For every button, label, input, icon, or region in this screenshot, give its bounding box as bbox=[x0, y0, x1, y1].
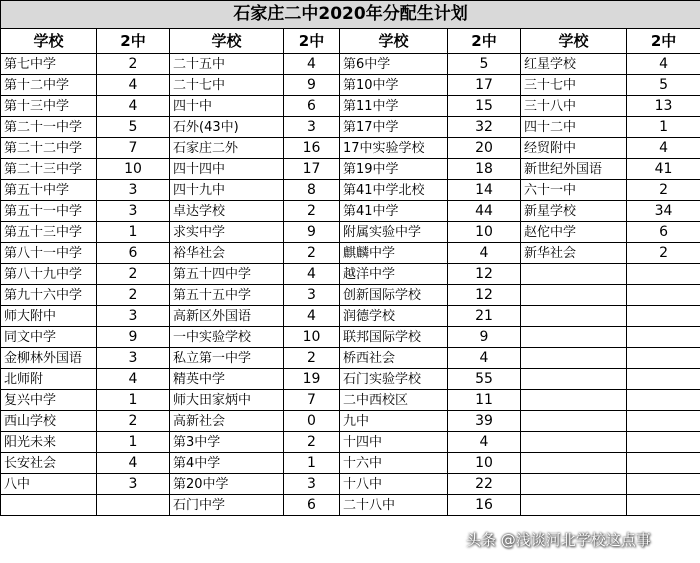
quota-cell: 34 bbox=[627, 201, 700, 222]
school-cell: 第二十二中学 bbox=[1, 138, 97, 159]
school-cell: 联邦国际学校 bbox=[340, 327, 448, 348]
quota-cell: 2 bbox=[627, 243, 700, 264]
school-cell: 第十三中学 bbox=[1, 96, 97, 117]
school-cell: 四十中 bbox=[170, 96, 284, 117]
table-row bbox=[1, 180, 700, 201]
quota-cell: 1 bbox=[97, 222, 170, 243]
quota-cell: 8 bbox=[284, 180, 340, 201]
school-cell: 石门中学 bbox=[170, 495, 284, 516]
quota-cell: 10 bbox=[97, 159, 170, 180]
quota-cell: 2 bbox=[97, 285, 170, 306]
school-cell: 石外(43中) bbox=[170, 117, 284, 138]
table-row bbox=[1, 243, 700, 264]
quota-cell: 3 bbox=[97, 201, 170, 222]
quota-cell: 2 bbox=[627, 180, 700, 201]
school-cell: 第11中学 bbox=[340, 96, 448, 117]
quota-cell: 12 bbox=[448, 264, 521, 285]
table-row bbox=[1, 390, 700, 411]
school-cell bbox=[521, 453, 627, 474]
quota-cell: 39 bbox=[448, 411, 521, 432]
quota-cell: 32 bbox=[448, 117, 521, 138]
quota-cell: 19 bbox=[284, 369, 340, 390]
table-row bbox=[1, 474, 700, 495]
quota-cell: 4 bbox=[97, 369, 170, 390]
quota-cell bbox=[627, 390, 700, 411]
quota-cell: 55 bbox=[448, 369, 521, 390]
quota-cell bbox=[627, 348, 700, 369]
school-cell: 石门实验学校 bbox=[340, 369, 448, 390]
school-cell: 八中 bbox=[1, 474, 97, 495]
school-cell bbox=[521, 474, 627, 495]
table-row bbox=[1, 369, 700, 390]
header-school: 学校 bbox=[521, 29, 627, 54]
school-cell: 新华社会 bbox=[521, 243, 627, 264]
header-quota: 2中 bbox=[627, 29, 700, 54]
quota-cell: 4 bbox=[284, 306, 340, 327]
quota-cell: 9 bbox=[97, 327, 170, 348]
quota-cell: 17 bbox=[448, 75, 521, 96]
school-cell bbox=[521, 327, 627, 348]
quota-cell bbox=[627, 264, 700, 285]
quota-cell: 2 bbox=[284, 432, 340, 453]
school-cell: 九中 bbox=[340, 411, 448, 432]
table-row bbox=[1, 54, 700, 75]
school-cell: 第17中学 bbox=[340, 117, 448, 138]
table-row bbox=[1, 159, 700, 180]
quota-cell: 17 bbox=[284, 159, 340, 180]
school-cell: 经贸附中 bbox=[521, 138, 627, 159]
quota-cell bbox=[627, 327, 700, 348]
table-row bbox=[1, 285, 700, 306]
school-cell: 第10中学 bbox=[340, 75, 448, 96]
school-cell: 第二十三中学 bbox=[1, 159, 97, 180]
school-cell: 私立第一中学 bbox=[170, 348, 284, 369]
quota-cell: 18 bbox=[448, 159, 521, 180]
quota-cell: 4 bbox=[97, 453, 170, 474]
school-cell: 红星学校 bbox=[521, 54, 627, 75]
quota-cell: 6 bbox=[284, 96, 340, 117]
quota-cell bbox=[627, 285, 700, 306]
quota-cell: 20 bbox=[448, 138, 521, 159]
quota-cell: 2 bbox=[284, 243, 340, 264]
quota-cell: 3 bbox=[284, 285, 340, 306]
school-cell: 第19中学 bbox=[340, 159, 448, 180]
school-cell: 赵佗中学 bbox=[521, 222, 627, 243]
school-cell: 师大田家炳中 bbox=[170, 390, 284, 411]
school-cell: 十四中 bbox=[340, 432, 448, 453]
school-cell: 师大附中 bbox=[1, 306, 97, 327]
quota-cell: 7 bbox=[97, 138, 170, 159]
quota-cell: 4 bbox=[97, 75, 170, 96]
header-school: 学校 bbox=[340, 29, 448, 54]
school-cell: 阳光未来 bbox=[1, 432, 97, 453]
school-cell bbox=[521, 432, 627, 453]
quota-cell bbox=[627, 369, 700, 390]
quota-cell: 11 bbox=[448, 390, 521, 411]
school-cell: 第二十一中学 bbox=[1, 117, 97, 138]
school-cell: 二十五中 bbox=[170, 54, 284, 75]
quota-cell: 6 bbox=[97, 243, 170, 264]
quota-cell: 4 bbox=[284, 54, 340, 75]
table-row bbox=[1, 138, 700, 159]
school-cell bbox=[521, 285, 627, 306]
quota-cell: 15 bbox=[448, 96, 521, 117]
quota-cell: 1 bbox=[627, 117, 700, 138]
school-cell: 第20中学 bbox=[170, 474, 284, 495]
quota-cell: 9 bbox=[284, 75, 340, 96]
quota-cell: 2 bbox=[284, 201, 340, 222]
school-cell: 第五十三中学 bbox=[1, 222, 97, 243]
school-cell: 第3中学 bbox=[170, 432, 284, 453]
header-quota: 2中 bbox=[284, 29, 340, 54]
table-row bbox=[1, 348, 700, 369]
quota-cell: 5 bbox=[448, 54, 521, 75]
quota-cell: 1 bbox=[97, 432, 170, 453]
quota-cell bbox=[627, 495, 700, 516]
school-cell: 二十八中 bbox=[340, 495, 448, 516]
school-cell: 卓达学校 bbox=[170, 201, 284, 222]
school-cell: 四十九中 bbox=[170, 180, 284, 201]
table-row bbox=[1, 201, 700, 222]
quota-cell: 4 bbox=[627, 54, 700, 75]
quota-cell: 16 bbox=[448, 495, 521, 516]
quota-cell: 6 bbox=[284, 495, 340, 516]
quota-cell: 5 bbox=[97, 117, 170, 138]
quota-cell: 3 bbox=[284, 117, 340, 138]
school-cell: 石家庄二外 bbox=[170, 138, 284, 159]
school-cell: 创新国际学校 bbox=[340, 285, 448, 306]
table-row bbox=[1, 411, 700, 432]
quota-cell: 9 bbox=[448, 327, 521, 348]
school-cell: 第4中学 bbox=[170, 453, 284, 474]
header-school: 学校 bbox=[1, 29, 97, 54]
header-school: 学校 bbox=[170, 29, 284, 54]
quota-cell: 1 bbox=[97, 390, 170, 411]
quota-cell: 22 bbox=[448, 474, 521, 495]
table-row bbox=[1, 222, 700, 243]
quota-cell: 10 bbox=[448, 453, 521, 474]
school-cell: 高新社会 bbox=[170, 411, 284, 432]
school-cell: 第五十四中学 bbox=[170, 264, 284, 285]
quota-cell: 1 bbox=[284, 453, 340, 474]
quota-cell: 9 bbox=[284, 222, 340, 243]
quota-cell: 3 bbox=[97, 306, 170, 327]
table-row bbox=[1, 306, 700, 327]
quota-cell: 14 bbox=[448, 180, 521, 201]
school-cell: 金柳林外国语 bbox=[1, 348, 97, 369]
school-cell: 第五十中学 bbox=[1, 180, 97, 201]
quota-cell: 3 bbox=[97, 180, 170, 201]
quota-cell bbox=[627, 432, 700, 453]
quota-cell: 10 bbox=[284, 327, 340, 348]
school-cell: 三十八中 bbox=[521, 96, 627, 117]
quota-cell bbox=[627, 306, 700, 327]
quota-cell bbox=[627, 453, 700, 474]
table-row bbox=[1, 117, 700, 138]
quota-cell: 2 bbox=[97, 411, 170, 432]
school-cell: 求实中学 bbox=[170, 222, 284, 243]
school-cell: 二十七中 bbox=[170, 75, 284, 96]
school-cell: 一中实验学校 bbox=[170, 327, 284, 348]
school-cell: 第五十一中学 bbox=[1, 201, 97, 222]
quota-cell: 7 bbox=[284, 390, 340, 411]
school-cell: 高新区外国语 bbox=[170, 306, 284, 327]
quota-cell: 41 bbox=[627, 159, 700, 180]
quota-cell bbox=[627, 411, 700, 432]
school-cell: 第41中学 bbox=[340, 201, 448, 222]
school-cell: 第八十一中学 bbox=[1, 243, 97, 264]
quota-cell: 3 bbox=[97, 348, 170, 369]
quota-cell: 6 bbox=[627, 222, 700, 243]
quota-cell bbox=[97, 495, 170, 516]
quota-cell: 4 bbox=[627, 138, 700, 159]
quota-cell: 4 bbox=[97, 96, 170, 117]
quota-cell: 21 bbox=[448, 306, 521, 327]
watermark-text: 头条 @浅谈河北学校这点事 bbox=[466, 531, 651, 549]
table-row bbox=[1, 432, 700, 453]
header-row bbox=[1, 29, 700, 54]
table-row bbox=[1, 75, 700, 96]
school-cell bbox=[521, 264, 627, 285]
table-row bbox=[1, 453, 700, 474]
school-cell: 二中西校区 bbox=[340, 390, 448, 411]
header-quota: 2中 bbox=[97, 29, 170, 54]
school-cell: 同文中学 bbox=[1, 327, 97, 348]
school-cell: 第41中学北校 bbox=[340, 180, 448, 201]
header-quota: 2中 bbox=[448, 29, 521, 54]
school-cell: 四十二中 bbox=[521, 117, 627, 138]
school-cell: 麒麟中学 bbox=[340, 243, 448, 264]
quota-cell: 4 bbox=[448, 243, 521, 264]
school-cell: 附属实验中学 bbox=[340, 222, 448, 243]
school-cell bbox=[521, 348, 627, 369]
table-row bbox=[1, 264, 700, 285]
school-cell: 精英中学 bbox=[170, 369, 284, 390]
school-cell bbox=[1, 495, 97, 516]
school-cell: 第九十六中学 bbox=[1, 285, 97, 306]
school-cell: 三十七中 bbox=[521, 75, 627, 96]
school-cell: 十六中 bbox=[340, 453, 448, 474]
quota-cell: 3 bbox=[97, 474, 170, 495]
quota-cell: 4 bbox=[448, 348, 521, 369]
school-cell: 第七中学 bbox=[1, 54, 97, 75]
school-cell: 第五十五中学 bbox=[170, 285, 284, 306]
school-cell: 润德学校 bbox=[340, 306, 448, 327]
quota-cell: 16 bbox=[284, 138, 340, 159]
quota-cell: 0 bbox=[284, 411, 340, 432]
quota-cell: 3 bbox=[284, 474, 340, 495]
school-cell: 桥西社会 bbox=[340, 348, 448, 369]
school-cell: 越洋中学 bbox=[340, 264, 448, 285]
school-cell: 第6中学 bbox=[340, 54, 448, 75]
quota-cell: 5 bbox=[627, 75, 700, 96]
school-cell: 十八中 bbox=[340, 474, 448, 495]
quota-cell: 12 bbox=[448, 285, 521, 306]
school-cell: 裕华社会 bbox=[170, 243, 284, 264]
table-title: 石家庄二中2020年分配生计划 bbox=[1, 1, 700, 29]
quota-cell: 2 bbox=[97, 54, 170, 75]
school-cell: 第十二中学 bbox=[1, 75, 97, 96]
school-cell bbox=[521, 390, 627, 411]
table-row bbox=[1, 327, 700, 348]
school-cell: 新世纪外国语 bbox=[521, 159, 627, 180]
school-cell: 北师附 bbox=[1, 369, 97, 390]
school-cell: 复兴中学 bbox=[1, 390, 97, 411]
school-cell: 17中实验学校 bbox=[340, 138, 448, 159]
quota-cell: 4 bbox=[284, 264, 340, 285]
quota-cell: 10 bbox=[448, 222, 521, 243]
school-cell bbox=[521, 306, 627, 327]
quota-cell: 4 bbox=[448, 432, 521, 453]
school-cell: 六十一中 bbox=[521, 180, 627, 201]
quota-cell: 13 bbox=[627, 96, 700, 117]
school-cell: 新星学校 bbox=[521, 201, 627, 222]
table-row bbox=[1, 495, 700, 516]
school-cell bbox=[521, 369, 627, 390]
school-cell: 四十四中 bbox=[170, 159, 284, 180]
quota-cell: 2 bbox=[97, 264, 170, 285]
school-cell: 长安社会 bbox=[1, 453, 97, 474]
school-cell: 西山学校 bbox=[1, 411, 97, 432]
table-row bbox=[1, 96, 700, 117]
school-cell: 第八十九中学 bbox=[1, 264, 97, 285]
school-cell bbox=[521, 411, 627, 432]
school-cell bbox=[521, 495, 627, 516]
quota-cell: 44 bbox=[448, 201, 521, 222]
quota-cell: 2 bbox=[284, 348, 340, 369]
quota-cell bbox=[627, 474, 700, 495]
